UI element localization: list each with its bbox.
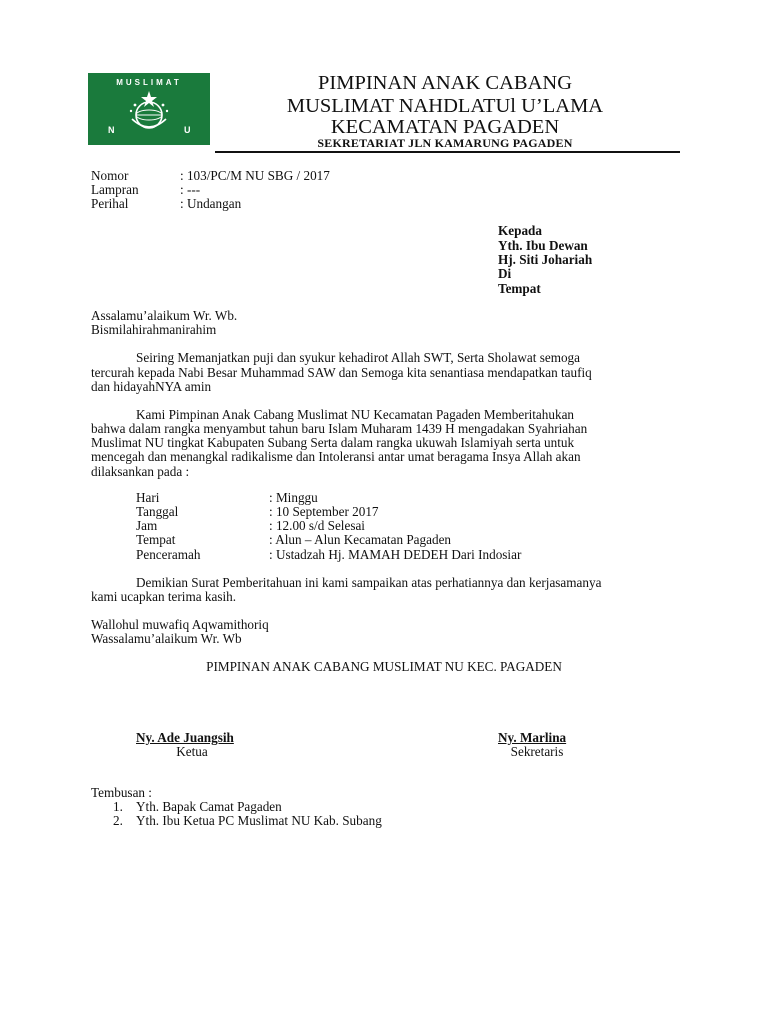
paragraph2-line3: Muslimat NU tingkat Kabupaten Subang Serta dalam rangka ukuwah Islamiyah serta untuk [91, 435, 575, 450]
tembusan-item-1-num: 1. [113, 799, 123, 814]
signatory-left-role: Ketua [176, 744, 208, 759]
paragraph2-line4: mencegah dan menangkal radikalisme dan Intoleransi antar umat beragama Insya Allah akan [91, 449, 581, 464]
meta-value-lampiran: : --- [180, 182, 201, 197]
logo-letter-n: N [108, 125, 115, 135]
event-value-penceramah: : Ustadzah Hj. MAMAH DEDEH Dari Indosiar [269, 547, 522, 562]
paragraph2-line1: Kami Pimpinan Anak Cabang Muslimat NU Kecamatan Pagaden Memberitahukan [136, 407, 575, 422]
tembusan-item-2-num: 2. [113, 813, 123, 828]
letterhead-title-2: MUSLIMAT NAHDLATUl U’LAMA [286, 95, 604, 117]
signatory-right-name: Ny. Marlina [498, 730, 567, 745]
greeting-salam: Assalamu’alaikum Wr. Wb. [91, 308, 238, 323]
signatory-left-name: Ny. Ade Juangsih [136, 730, 234, 745]
event-value-tempat: : Alun – Alun Kecamatan Pagaden [269, 532, 452, 547]
closing-wallohul: Wallohul muwafiq Aqwamithoriq [91, 617, 269, 632]
event-label-jam: Jam [136, 518, 158, 533]
event-label-tanggal: Tanggal [136, 504, 179, 519]
tembusan-item-2-text: Yth. Ibu Ketua PC Muslimat NU Kab. Subang [136, 813, 382, 828]
logo-letter-u: U [184, 125, 191, 135]
paragraph1-line1: Seiring Memanjatkan puji dan syukur kehadirot Allah SWT, Serta Sholawat semoga [136, 350, 581, 365]
meta-label-nomor: Nomor [91, 168, 129, 183]
paragraph1-line2: tercurah kepada Nabi Besar Muhammad SAW dan Semoga kita senantiasa mendapatkan taufiq [91, 365, 592, 380]
event-value-tanggal: : 10 September 2017 [269, 504, 379, 519]
letterhead-divider [215, 151, 680, 153]
event-label-hari: Hari [136, 490, 160, 505]
meta-label-lampiran: Lampran [91, 182, 139, 197]
closing-line2: kami ucapkan terima kasih. [91, 589, 237, 604]
muslimat-nu-logo [88, 73, 210, 145]
logo-top-text: MUSLIMAT [116, 78, 182, 87]
recipient-tempat: Tempat [498, 281, 541, 296]
greeting-basmalah: Bismilahirahmanirahim [91, 322, 217, 337]
recipient-di: Di [498, 266, 512, 281]
meta-value-perihal: : Undangan [180, 196, 242, 211]
event-value-hari: : Minggu [269, 490, 318, 505]
event-label-tempat: Tempat [136, 532, 176, 547]
recipient-kepada: Kepada [498, 223, 542, 238]
paragraph2-line5: dilaksankan pada : [91, 464, 190, 479]
signatory-right-role: Sekretaris [510, 744, 564, 759]
letterhead-title-1: PIMPINAN ANAK CABANG [318, 72, 572, 94]
letterhead-title-3: KECAMATAN PAGADEN [330, 116, 560, 138]
tembusan-title: Tembusan : [91, 785, 152, 800]
event-label-penceramah: Penceramah [136, 547, 201, 562]
recipient-name: Hj. Siti Johariah [498, 252, 593, 267]
meta-value-nomor: : 103/PC/M NU SBG / 2017 [180, 168, 330, 183]
meta-label-perihal: Perihal [91, 196, 129, 211]
organization-signoff: PIMPINAN ANAK CABANG MUSLIMAT NU KEC. PAGADEN [206, 659, 562, 674]
closing-wassalam: Wassalamu’alaikum Wr. Wb [91, 631, 242, 646]
paragraph2-line2: bahwa dalam rangka menyambut tahun baru Islam Muharam 1439 H mengadakan Syahriahan [91, 421, 588, 436]
globe-star-emblem-icon [124, 89, 174, 137]
event-value-jam: : 12.00 s/d Selesai [269, 518, 365, 533]
tembusan-item-1-text: Yth. Bapak Camat Pagaden [136, 799, 282, 814]
recipient-title: Yth. Ibu Dewan [498, 238, 588, 253]
closing-line1: Demikian Surat Pemberitahuan ini kami sampaikan atas perhatiannya dan kerjasamanya [136, 575, 602, 590]
paragraph1-line3: dan hidayahNYA amin [91, 379, 212, 394]
letterhead-address: SEKRETARIAT JLN KAMARUNG PAGADEN [317, 136, 573, 150]
